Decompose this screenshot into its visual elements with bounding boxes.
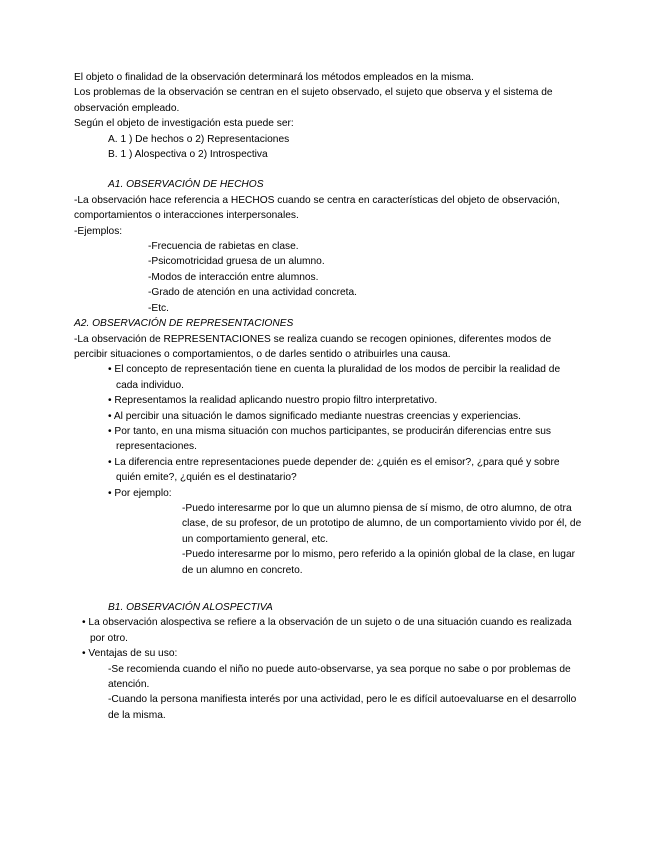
section-a2-subexample-2: -Puedo interesarme por lo mismo, pero referido a la opinión global de la clase, en lugar de un alumno en concreto. [182, 549, 576, 576]
section-b1-subexample-1: -Se recomienda cuando el niño no puede auto-observarse, ya sea porque no sabe o por problemas de atención. [108, 663, 571, 691]
section-a2-bullet-3: • Al percibir una situación le damos significado mediante nuestras creencias y experiencias. [108, 410, 521, 422]
intro-line-3: Según el objeto de investigación esta puede ser: [74, 118, 294, 130]
section-heading-a1: A1. OBSERVACIÓN DE HECHOS [108, 179, 264, 191]
section-b1-bullet-1: • La observación alospectiva se refiere a la observación de un sujeto o de una situación cuando es realizada por otro. [82, 617, 572, 644]
classification-item-b: B. 1 ) Alospectiva o 2) Introspectiva [108, 149, 268, 161]
spacer [74, 162, 583, 177]
document-body [74, 70, 583, 723]
section-a2-subexample-1: -Puedo interesarme por lo que un alumno piensa de sí mismo, de otro alumno, de otra clase, de su profesor, de un prototipo de alumno, de un comportamiento vivido por él, de un comportamiento general, etc. [182, 502, 582, 545]
section-a1-text-2: -Ejemplos: [74, 225, 123, 237]
classification-item-a: A. 1 ) De hechos o 2) Representaciones [108, 133, 290, 145]
section-a2-bullet-6: • Por ejemplo: [108, 487, 172, 499]
section-b1-subexample-2: -Cuando la persona manifiesta interés por una actividad, pero le es difícil autoevaluarse en el desarrollo de la misma. [108, 694, 577, 721]
intro-line-2: Los problemas de la observación se centran en el sujeto observado, el sujeto que observa y el sistema de observación empleado. [74, 87, 553, 114]
section-b1-bullet-2: • Ventajas de su uso: [82, 648, 178, 660]
section-heading-b1: B1. OBSERVACIÓN ALOSPECTIVA [108, 602, 273, 613]
section-a2-bullet-2: • Representamos la realidad aplicando nuestro propio filtro interpretativo. [108, 395, 438, 407]
section-heading-a2: A2. OBSERVACIÓN DE REPRESENTACIONES [74, 318, 294, 330]
spacer [74, 578, 583, 600]
section-a2-bullet-1: • El concepto de representación tiene en cuenta la pluralidad de los modos de percibir la realidad de cada individuo. [108, 364, 561, 391]
section-a2-text-1: -La observación de REPRESENTACIONES se realiza cuando se recogen opiniones, diferentes modos de percibir situaciones o comportamientos, o de darles sentido o atribuirles una causa. [74, 333, 552, 360]
section-a1-example-1: -Frecuencia de rabietas en clase. [148, 241, 299, 253]
section-a1-text-1: -La observación hace referencia a HECHOS cuando se centra en características del objeto de observación, comportamientos o interacciones interpersonales. [74, 194, 560, 222]
section-a1-example-2: -Psicomotricidad gruesa de un alumno. [148, 256, 325, 268]
intro-line-1: El objeto o finalidad de la observación determinará los métodos empleados en la misma. [74, 72, 474, 83]
section-a1-example-3: -Modos de interacción entre alumnos. [148, 271, 319, 283]
section-a2-bullet-4: • Por tanto, en una misma situación con muchos participantes, se producirán diferencias entre sus representaciones. [108, 425, 551, 453]
section-a2-bullet-5: • La diferencia entre representaciones puede depender de: ¿quién es el emisor?, ¿para qué y sobre quién emite?, ¿quién es el destinatario? [108, 456, 560, 484]
section-a1-example-5: -Etc. [148, 302, 169, 314]
section-a1-example-4: -Grado de atención en una actividad concreta. [148, 287, 357, 299]
